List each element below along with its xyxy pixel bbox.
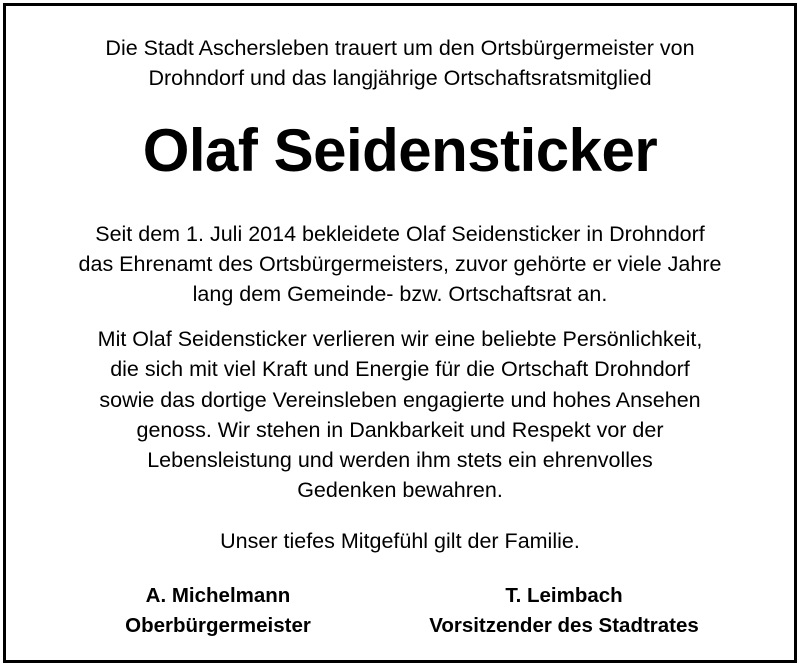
paragraph-line: lang dem Gemeinde- bzw. Ortschaftsrat an.	[192, 282, 608, 306]
paragraph-line: die sich mit viel Kraft und Energie für die Ortschaft Drohndorf	[110, 357, 690, 382]
paragraph-line: Mit Olaf Seidensticker verlieren wir eine beliebte Persönlichkeit,	[97, 327, 703, 351]
paragraph-line: das Ehrenamt des Ortsbürgermeisters, zuvor gehörte er viele Jahre	[78, 252, 722, 276]
intro-text	[6, 33, 794, 93]
signature-mayor	[98, 581, 338, 641]
tribute-paragraph	[6, 324, 794, 506]
deceased-name: Olaf Seidensticker	[142, 117, 658, 184]
paragraph-line: Seit dem 1. Juli 2014 bekleidete Olaf Seidensticker in Drohndorf	[95, 222, 705, 246]
paragraph-line: genoss. Wir stehen in Dankbarkeit und Respekt vor der	[136, 417, 664, 442]
paragraph-line: sowie das dortige Vereinsleben engagierte und hohes Ansehen	[99, 387, 701, 412]
tenure-paragraph	[6, 219, 794, 309]
signatory-name: A. Michelmann	[145, 584, 291, 607]
paragraph-line: Gedenken bewahren.	[297, 478, 503, 503]
paragraph-line: Lebensleistung und werden ihm stets ein ehrenvolles	[147, 448, 653, 473]
signatory-title: Vorsitzender des Stadtrates	[429, 614, 699, 637]
obituary-notice	[3, 3, 797, 663]
signatory-name: T. Leimbach	[505, 584, 623, 607]
condolence-line: Unser tiefes Mitgefühl gilt der Familie.	[220, 529, 580, 553]
signature-council-chair	[404, 581, 724, 641]
intro-line: Die Stadt Aschersleben trauert um den Ortsbürgermeister von	[105, 36, 695, 60]
intro-line: Drohndorf und das langjährige Ortschaftsratsmitglied	[148, 66, 652, 90]
signatory-title: Oberbürgermeister	[125, 614, 311, 637]
